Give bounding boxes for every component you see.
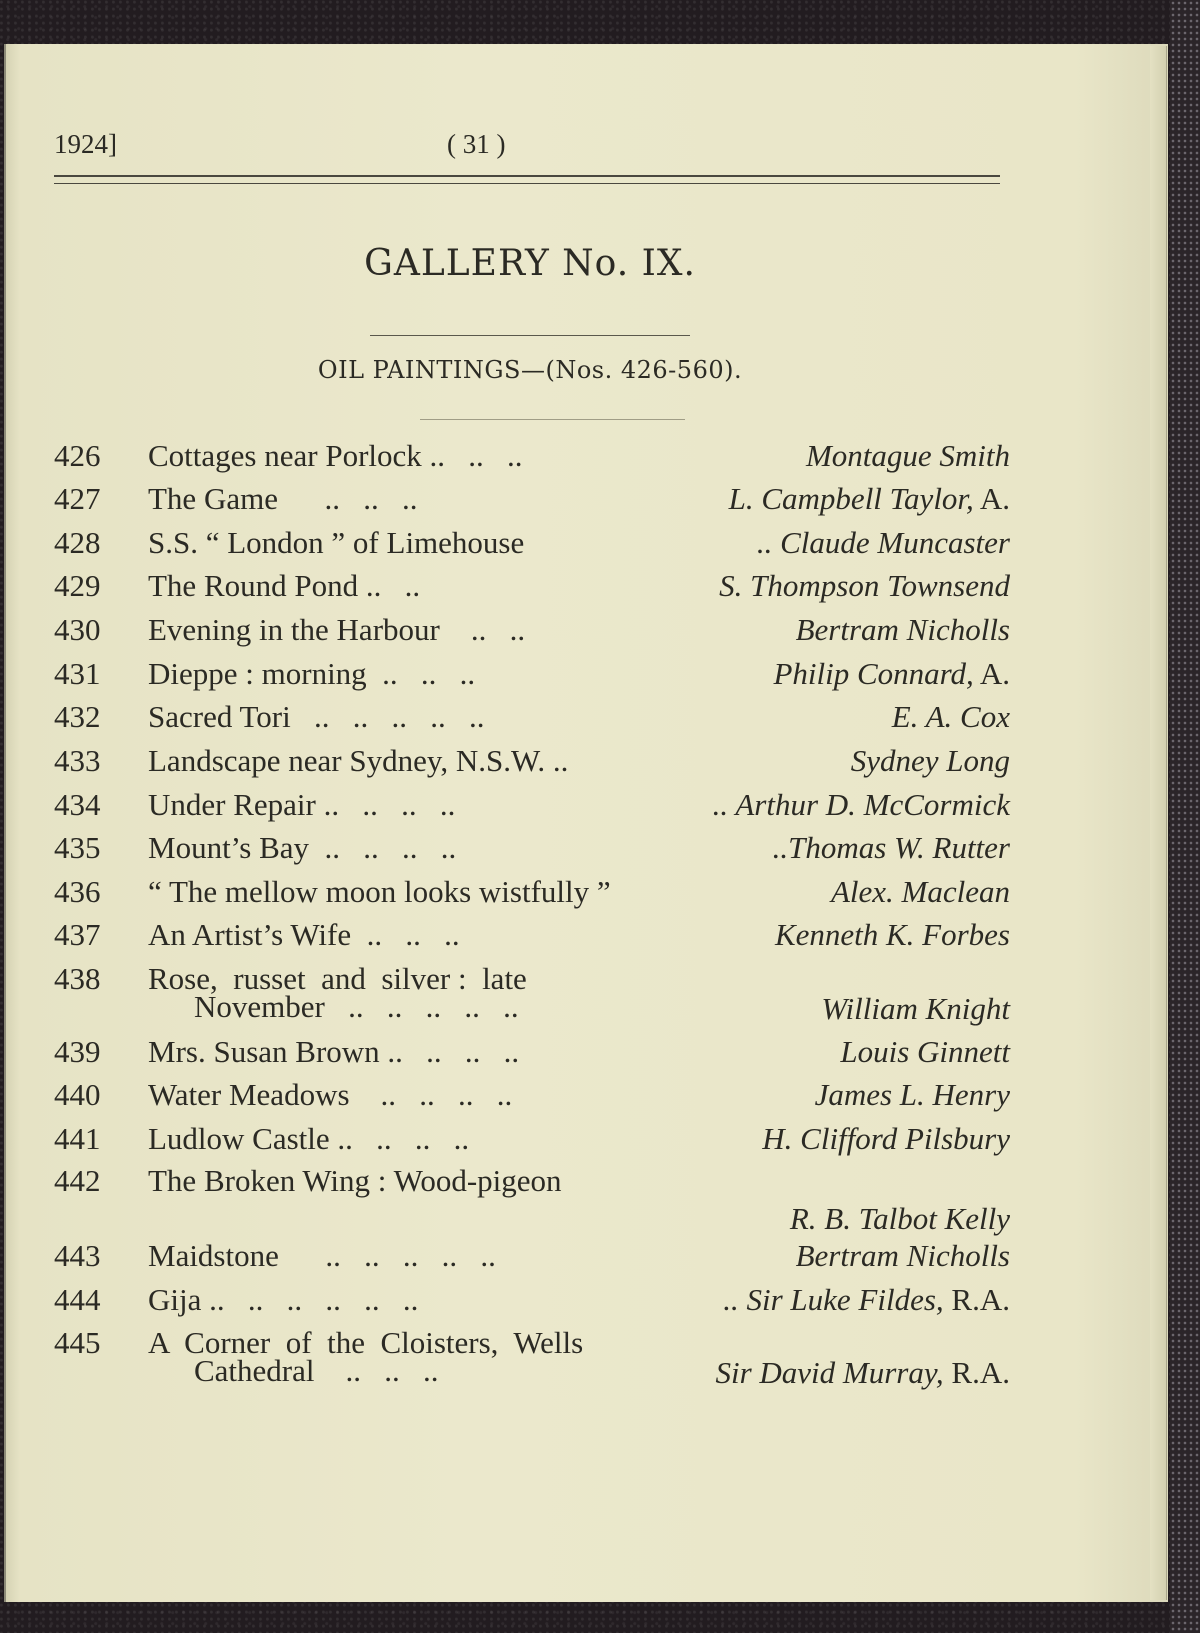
artist-honour: A. [973, 656, 1010, 691]
entry-number: 434 [54, 787, 101, 822]
entry-number: 435 [54, 830, 101, 865]
entry-number: 436 [54, 874, 101, 909]
painting-title: Rose, russet and silver : late [148, 961, 527, 996]
painting-title: Cottages near Porlock .. .. .. [148, 438, 523, 473]
artist-name [851, 744, 1010, 778]
painting-title: The Game .. .. .. [148, 481, 418, 516]
painting-title: Landscape near Sydney, N.S.W. .. [148, 743, 569, 778]
artist-name [821, 992, 1010, 1026]
painting-title: An Artist’s Wife .. .. .. [148, 917, 460, 952]
artist-name-text: .. Claude Muncaster [756, 525, 1010, 560]
artist-name-text: Kenneth K. Forbes [774, 917, 1010, 952]
artist-name-text: .. Arthur D. McCormick [712, 787, 1010, 822]
painting-title: Gija .. .. .. .. .. .. [148, 1282, 419, 1317]
artist-name-text: H. Clifford Pilsbury [762, 1121, 1010, 1156]
painting-title: Dieppe : morning .. .. .. [148, 656, 476, 691]
year-label: 1924] [54, 129, 117, 159]
entry-number: 430 [54, 612, 101, 647]
book-cover-edge [1170, 0, 1200, 1633]
entry-number: 432 [54, 699, 101, 734]
artist-name-text: Sir David Murray, [715, 1355, 944, 1390]
entry-number: 438 [54, 961, 101, 996]
artist-name [719, 569, 1010, 603]
artist-name-text: Sydney Long [850, 743, 1010, 778]
entry-number: 439 [54, 1034, 101, 1069]
artist-name-text: Alex. Maclean [830, 874, 1010, 909]
painting-title-continued: November .. .. .. .. .. [194, 989, 519, 1024]
artist-name-text: R. B. Talbot Kelly [789, 1201, 1010, 1236]
artist-name-text: .. Sir Luke Fildes, [723, 1282, 944, 1317]
page-number: ( 31 ) [447, 129, 506, 159]
artist-name [723, 1283, 1010, 1317]
entry-number: 441 [54, 1121, 101, 1156]
entry-number: 443 [54, 1238, 101, 1273]
entry-number: 440 [54, 1077, 101, 1112]
artist-name-text: Louis Ginnett [840, 1034, 1010, 1069]
painting-title: Ludlow Castle .. .. .. .. [148, 1121, 470, 1156]
artist-name [831, 875, 1010, 909]
artist-honour: R.A. [943, 1282, 1010, 1317]
artist-name [762, 1122, 1010, 1156]
entry-number: 442 [54, 1163, 101, 1198]
artist-name-text: ..Thomas W. Rutter [772, 830, 1010, 865]
artist-name-text: S. Thompson Townsend [719, 568, 1010, 603]
entry-number: 427 [54, 481, 101, 516]
artist-name [775, 918, 1010, 952]
artist-name [757, 526, 1010, 560]
section-subtitle: OIL PAINTINGS—(Nos. 426-560). [317, 356, 743, 384]
entry-number: 428 [54, 525, 101, 560]
painting-title: A Corner of the Cloisters, Wells [148, 1325, 584, 1360]
painting-title: The Round Pond .. .. [148, 568, 421, 603]
entry-number: 445 [54, 1325, 101, 1360]
artist-name-text: James L. Henry [814, 1077, 1010, 1112]
painting-title: The Broken Wing : Wood-pigeon [148, 1163, 562, 1198]
artist-name [840, 1035, 1010, 1069]
painting-title: Under Repair .. .. .. .. [148, 787, 456, 822]
entry-number: 433 [54, 743, 101, 778]
painting-title: Water Meadows .. .. .. .. [148, 1077, 513, 1112]
entry-number: 437 [54, 917, 101, 952]
painting-title: Maidstone .. .. .. .. .. [148, 1238, 496, 1273]
painting-title: Evening in the Harbour .. .. [148, 612, 526, 647]
artist-name-text: Bertram Nicholls [795, 1238, 1010, 1273]
artist-name [796, 613, 1010, 647]
painting-title: Mrs. Susan Brown .. .. .. .. [148, 1034, 520, 1069]
artist-name-text: L. Campbell Taylor, [728, 481, 974, 516]
entry-number: 426 [54, 438, 101, 473]
painting-title: Mount’s Bay .. .. .. .. [148, 830, 457, 865]
artist-name [729, 482, 1010, 516]
artist-name [773, 831, 1010, 865]
artist-honour: R.A. [943, 1355, 1010, 1390]
artist-name-text: Montague Smith [805, 438, 1010, 473]
entry-number: 444 [54, 1282, 101, 1317]
painting-title-continued: Cathedral .. .. .. [194, 1353, 439, 1388]
entry-number: 429 [54, 568, 101, 603]
painting-title: Sacred Tori .. .. .. .. .. [148, 699, 485, 734]
artist-name-text: Bertram Nicholls [795, 612, 1010, 647]
artist-honour: A. [973, 481, 1010, 516]
artist-name [715, 1356, 1010, 1390]
artist-name [713, 788, 1010, 822]
gallery-title: GALLERY No. IX. [364, 243, 696, 284]
artist-name [796, 1239, 1010, 1273]
entry-number: 431 [54, 656, 101, 691]
artist-name [773, 657, 1010, 691]
artist-name-text: Philip Connard, [773, 656, 974, 691]
artist-name [806, 439, 1010, 473]
artist-name [790, 1202, 1010, 1236]
artist-name [892, 700, 1010, 734]
painting-title: “ The mellow moon looks wistfully ” [148, 874, 611, 909]
artist-name-text: William Knight [821, 991, 1010, 1026]
artist-name [815, 1078, 1010, 1112]
painting-title: S.S. “ London ” of Limehouse [148, 525, 525, 560]
artist-name-text: E. A. Cox [891, 699, 1010, 734]
